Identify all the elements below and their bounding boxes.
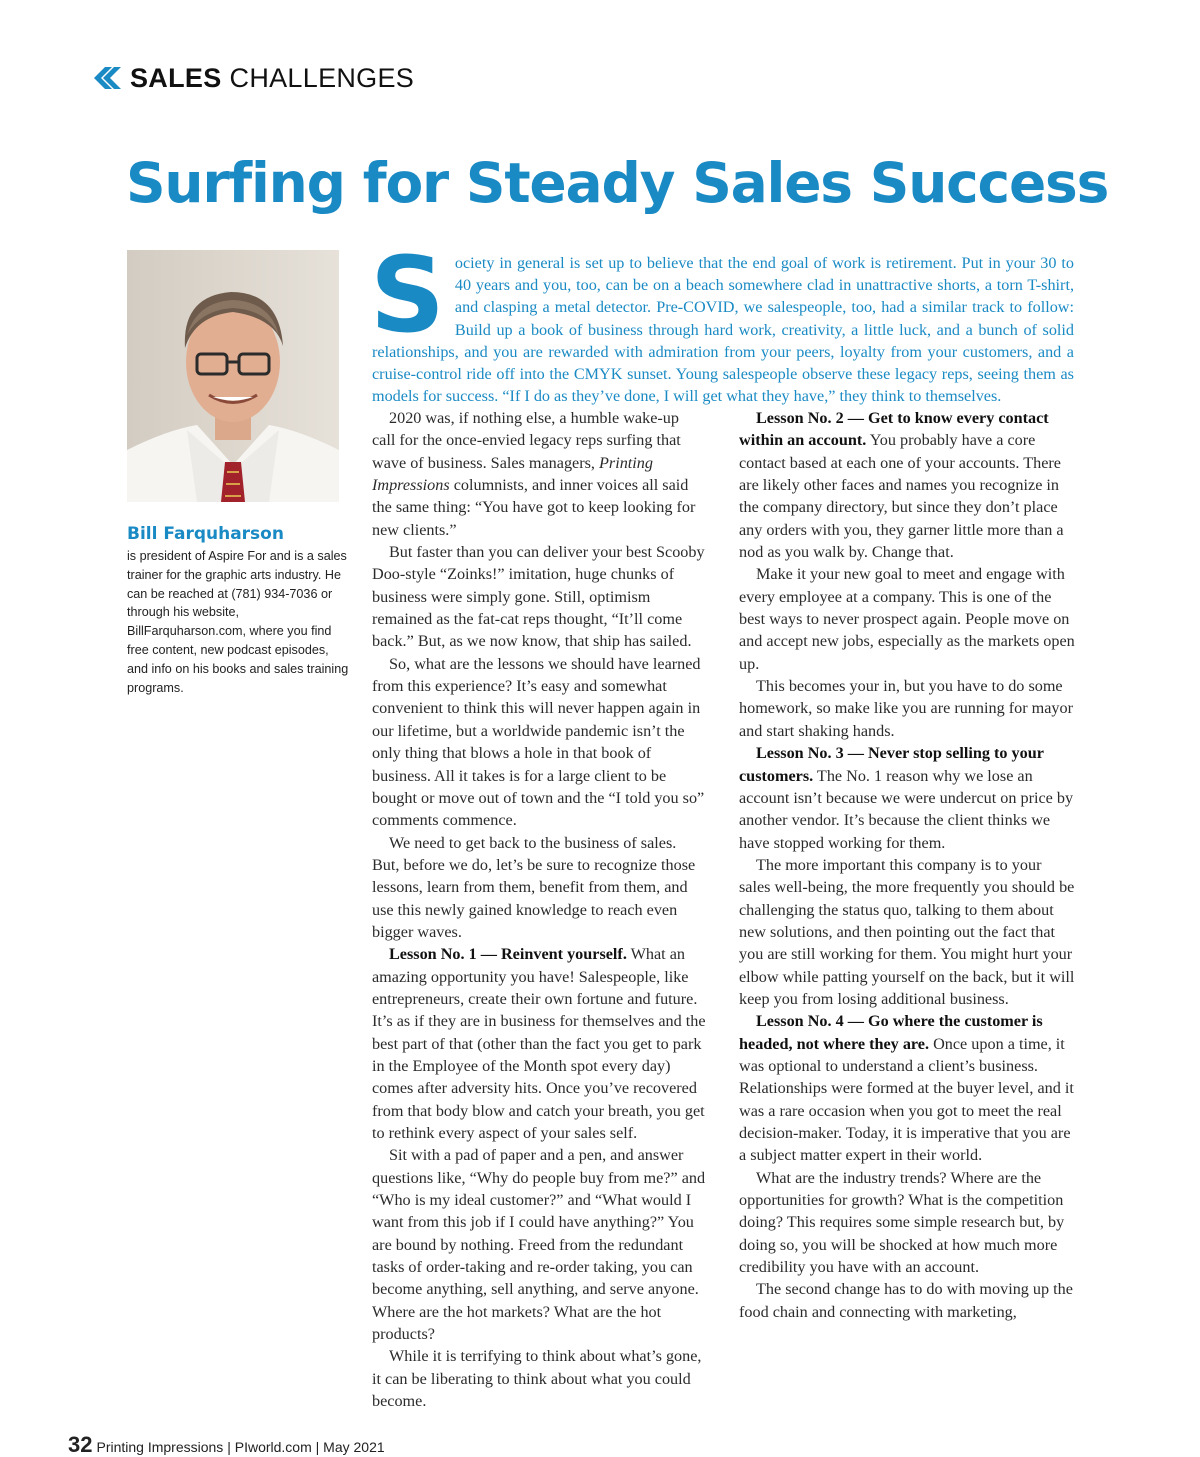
- paragraph-text: columnists, and inner voices all said the same thing: “You have got to keep looking for new clients.”: [372, 476, 696, 539]
- body-paragraph: So, what are the lessons we should have learned from this experience? It’s easy and somewhat convenient to think this will never happen again in our lifetime, but a worldwide pandemic isn’t the only thing that blows a hole in that book of business. All it takes is for a large client to be bought or move out of town and the “I told you so” comments commence.: [372, 654, 705, 830]
- lesson-paragraph: [372, 943, 706, 1144]
- article-column-right: [739, 407, 1075, 1323]
- drop-cap: S: [370, 234, 445, 356]
- body-paragraph: The more important this company is to your sales well-being, the more frequently you should be challenging the status quo, talking to them about new solutions, and then pointing out the fact that you are still working for them. You might hurt your elbow while patting yourself on the back, but it will keep you from losing additional business.: [739, 855, 1075, 1008]
- body-paragraph: But faster than you can deliver your best Scooby Doo-style “Zoinks!” imitation, huge chunks of business were simply gone. Still, optimism remained as the fat-cat reps thought, “It’ll come back.” But, as we now know, that ship has sailed.: [372, 543, 705, 651]
- section-label-bold: SALES: [130, 62, 222, 93]
- lesson-title: Lesson No. 2 — Get to know every contact within an account.: [739, 409, 1049, 450]
- author-bio: is president of Aspire For and is a sales trainer for the graphic arts industry. He can be reached at (781) 934-7036 or through his website, BillFarquharson.com, where you find free content, new podcast episodes, and info on his books and sales training programs.: [127, 549, 349, 695]
- body-paragraph: Sit with a pad of paper and a pen, and answer questions like, “Why do people buy from me?” and “Who is my ideal customer?” and “What would I want from this job if I could have anything?” You are bound by nothing. Freed from the redundant tasks of order-taking and re-order taking, you can become anything, sell anything, and serve anyone. Where are the hot markets? What are the hot products?: [372, 1146, 706, 1344]
- article-column-left: [372, 407, 706, 1412]
- publication-name: Printing Impressions: [372, 453, 653, 495]
- section-label: CHALLENGES: [229, 62, 415, 93]
- intro-text: ociety in general is set up to believe that the end goal of work is retirement. Put in your 30 to 40 years and you, too, can be on a beach somewhere clad in unattractive shorts, a torn T-shirt, and clasping a metal detector. Pre-COVID, we salespeople, too, had a similar track to follow: Build up a book of business through hard work, creativity, a little luck, and a bunch of solid relationships, and you are rewarded with admiration from your peers, loyalty from your customers, and a cruise-control ride off into the CMYK sunset. Young salespeople observe these legacy reps, seeing them as models for success. “If I do as they’ve done, I will get what they have,” they think to themselves.: [372, 254, 1074, 406]
- body-paragraph: [372, 407, 706, 541]
- lesson-title: Lesson No. 4 — Go where the customer is headed, not where they are.: [739, 1012, 1043, 1053]
- body-paragraph: What are the industry trends? Where are the opportunities for growth? What is the competition doing? This requires some simple research but, by doing so, you will be shocked at how much more credibility you have with an account.: [739, 1168, 1065, 1277]
- lesson-title: Lesson No. 1 — Reinvent yourself.: [389, 945, 627, 964]
- lesson-paragraph: [739, 407, 1075, 563]
- body-paragraph: The second change has to do with moving up the food chain and connecting with marketing,: [739, 1280, 1073, 1321]
- page-number: 32: [68, 1432, 93, 1457]
- footer-publication: Printing Impressions | PIworld.com | May 2021: [96, 1439, 385, 1455]
- body-paragraph: Make it your new goal to meet and engage with every employee at a company. This is one of the best ways to never prospect again. People move on and accept new jobs, especially as the markets open up.: [739, 565, 1075, 673]
- paragraph-text: Once upon a time, it was optional to understand a client’s business. Relationships were formed at the buyer level, and it was a rare occasion when you got to meet the real decision-maker. Today, it is imperative that you are a subject matter expert in their world.: [739, 1034, 1074, 1165]
- double-chevron-left-icon: [92, 66, 122, 90]
- body-paragraph: This becomes your in, but you have to do some homework, so make like you are running for mayor and start shaking hands.: [739, 677, 1074, 740]
- paragraph-text: 2020 was, if nothing else, a humble wake-up call for the once-envied legacy reps surfing that wave of business. Sales managers,: [372, 409, 681, 472]
- article-intro: [370, 234, 1074, 407]
- lesson-title: Lesson No. 3 — Never stop selling to your customers.: [739, 744, 1044, 785]
- section-header: [92, 58, 414, 98]
- lesson-paragraph: [739, 1010, 1075, 1166]
- author-photo: [127, 250, 339, 502]
- author-name: Bill Farquharson: [127, 524, 284, 544]
- body-paragraph: While it is terrifying to think about what’s gone, it can be liberating to think about what you could become.: [372, 1347, 702, 1411]
- paragraph-text: What an amazing opportunity you have! Salespeople, like entrepreneurs, create their own fortune and future. It’s as if they are in business for themselves and the best part of that (other than the fact you get to park in the Employee of the Month spot every day) comes after adversity hits. Once you’ve recovered from that body blow and catch your breath, you get to rethink every aspect of your sales self.: [372, 945, 706, 1142]
- paragraph-text: You probably have a core contact based at each one of your accounts. There are likely other faces and names you recognize in the company directory, but since they don’t place any orders with you, they garner little more than a nod as you walk by. Change that.: [739, 431, 1064, 562]
- page-footer: [68, 1432, 385, 1457]
- lesson-paragraph: [739, 742, 1075, 854]
- article-title: Surfing for Steady Sales Success: [126, 151, 1109, 215]
- body-paragraph: We need to get back to the business of sales. But, before we do, let’s be sure to recognize those lessons, learn from them, benefit from them, and use this newly gained knowledge to reach even bigger waves.: [372, 833, 696, 941]
- paragraph-text: The No. 1 reason why we lose an account isn’t because we were undercut on price by another vendor. It’s because the client thinks we have stopped working for them.: [739, 766, 1074, 852]
